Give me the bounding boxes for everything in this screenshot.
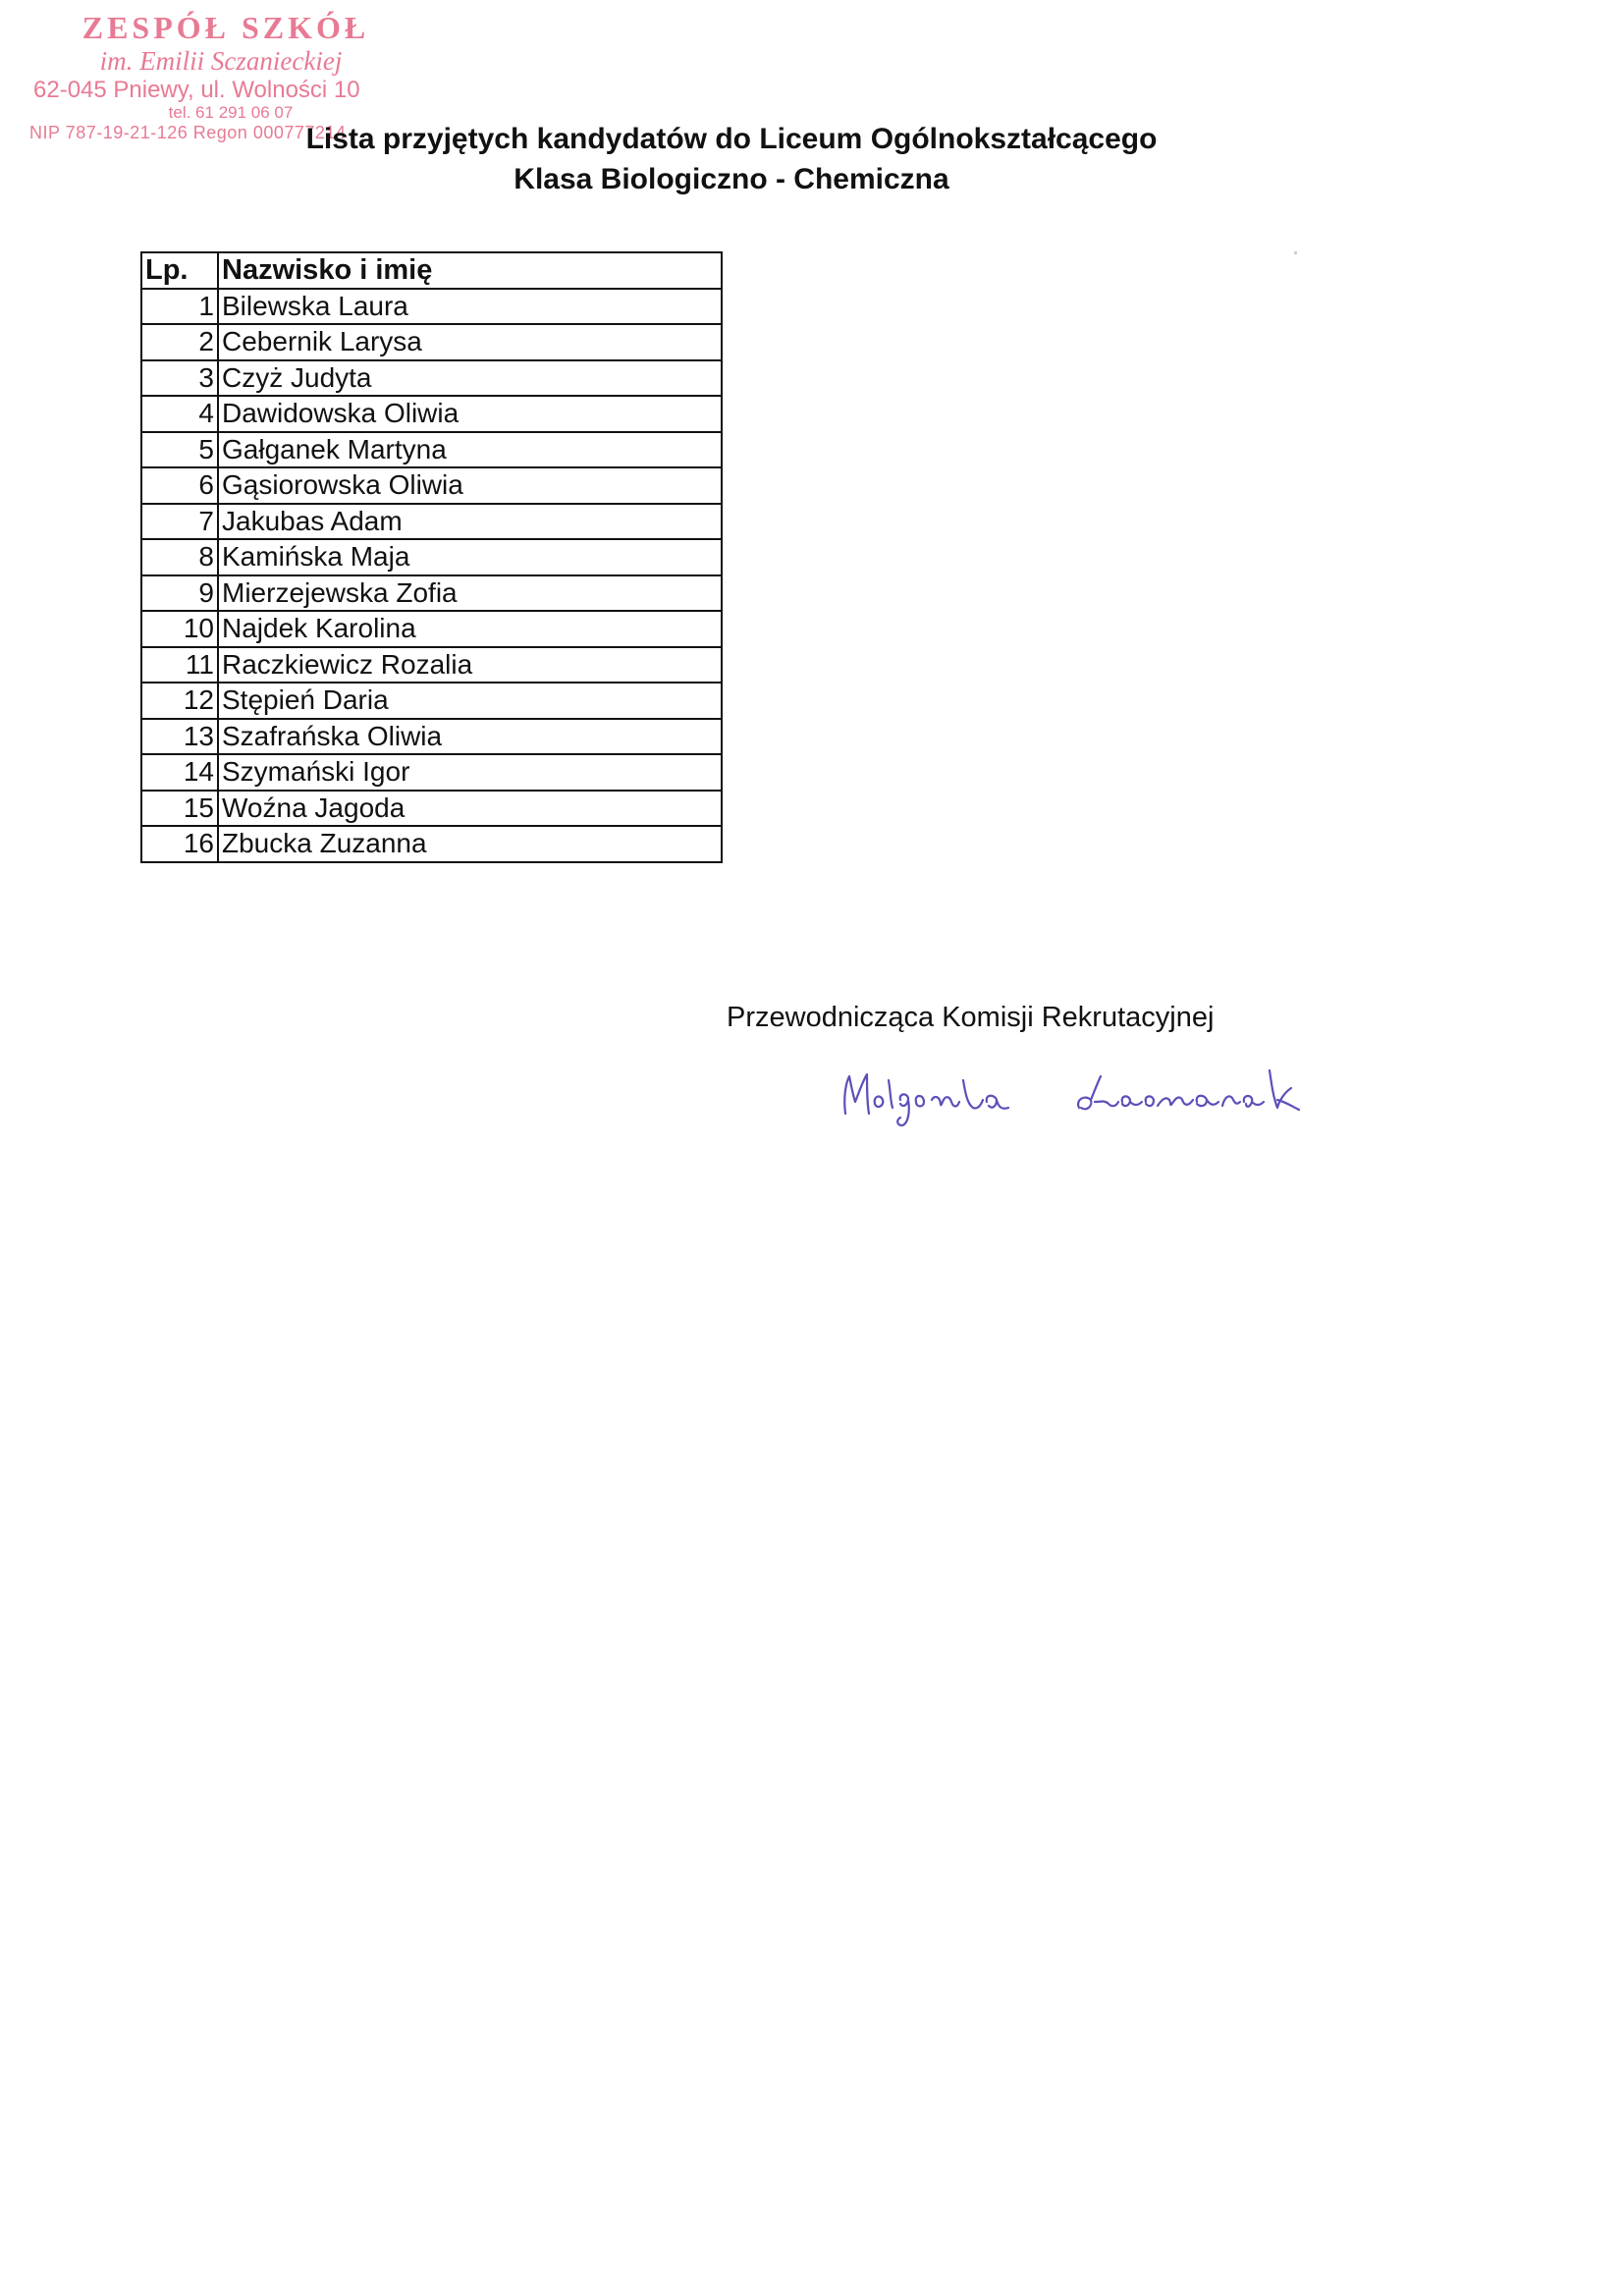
row-number: 15 [141,791,218,827]
candidate-name: Cebernik Larysa [218,324,722,360]
candidate-name: Szymański Igor [218,754,722,791]
table-row [141,791,722,827]
row-number: 16 [141,826,218,862]
table-row [141,432,722,468]
committee-chair-label: Przewodnicząca Komisji Rekrutacyjnej [727,1002,1215,1033]
column-header-lp: Lp. [141,252,218,289]
table-row [141,754,722,791]
stamp-address: 62-045 Pniewy, ul. Wolności 10 [33,76,360,103]
stamp-ids: NIP 787-19-21-126 Regon 000777214 [29,122,347,142]
row-number: 1 [141,289,218,325]
row-number: 2 [141,324,218,360]
candidate-name: Zbucka Zuzanna [218,826,722,862]
candidate-name: Mierzejewska Zofia [218,575,722,612]
handwritten-signature [830,1051,1330,1129]
document-title: Lista przyjętych kandydatów do Liceum Ogólnokształcącego [305,123,1158,155]
table-row [141,504,722,540]
row-number: 9 [141,575,218,612]
row-number: 13 [141,719,218,755]
table-row [141,683,722,719]
table-row [141,324,722,360]
candidate-name: Gałganek Martyna [218,432,722,468]
row-number: 8 [141,539,218,575]
candidate-name: Bilewska Laura [218,289,722,325]
table-row [141,396,722,432]
candidate-name: Woźna Jagoda [218,791,722,827]
row-number: 7 [141,504,218,540]
row-number: 6 [141,467,218,504]
candidate-name: Szafrańska Oliwia [218,719,722,755]
candidate-name: Gąsiorowska Oliwia [218,467,722,504]
stamp-phone: tel. 61 291 06 07 [168,103,294,123]
table-row [141,289,722,325]
table-row [141,611,722,647]
candidate-name: Stępień Daria [218,683,722,719]
document-subtitle: Klasa Biologiczno - Chemiczna [514,163,949,195]
table-header-row [141,252,722,289]
candidate-name: Raczkiewicz Rozalia [218,647,722,683]
candidate-name: Jakubas Adam [218,504,722,540]
scan-speck [1294,251,1297,254]
table-row [141,575,722,612]
row-number: 12 [141,683,218,719]
table-row [141,539,722,575]
table-row [141,826,722,862]
candidate-name: Najdek Karolina [218,611,722,647]
admitted-candidates-table [140,251,723,863]
row-number: 14 [141,754,218,791]
row-number: 5 [141,432,218,468]
row-number: 11 [141,647,218,683]
row-number: 3 [141,360,218,397]
candidate-name: Kamińska Maja [218,539,722,575]
candidate-name: Czyż Judyta [218,360,722,397]
stamp-school-name: ZESPÓŁ SZKÓŁ [81,10,370,45]
column-header-name: Nazwisko i imię [218,252,722,289]
table-row [141,360,722,397]
row-number: 4 [141,396,218,432]
candidate-name: Dawidowska Oliwia [218,396,722,432]
table-row [141,467,722,504]
table-row [141,719,722,755]
table-row [141,647,722,683]
stamp-patron: im. Emilii Sczanieckiej [99,45,343,76]
row-number: 10 [141,611,218,647]
